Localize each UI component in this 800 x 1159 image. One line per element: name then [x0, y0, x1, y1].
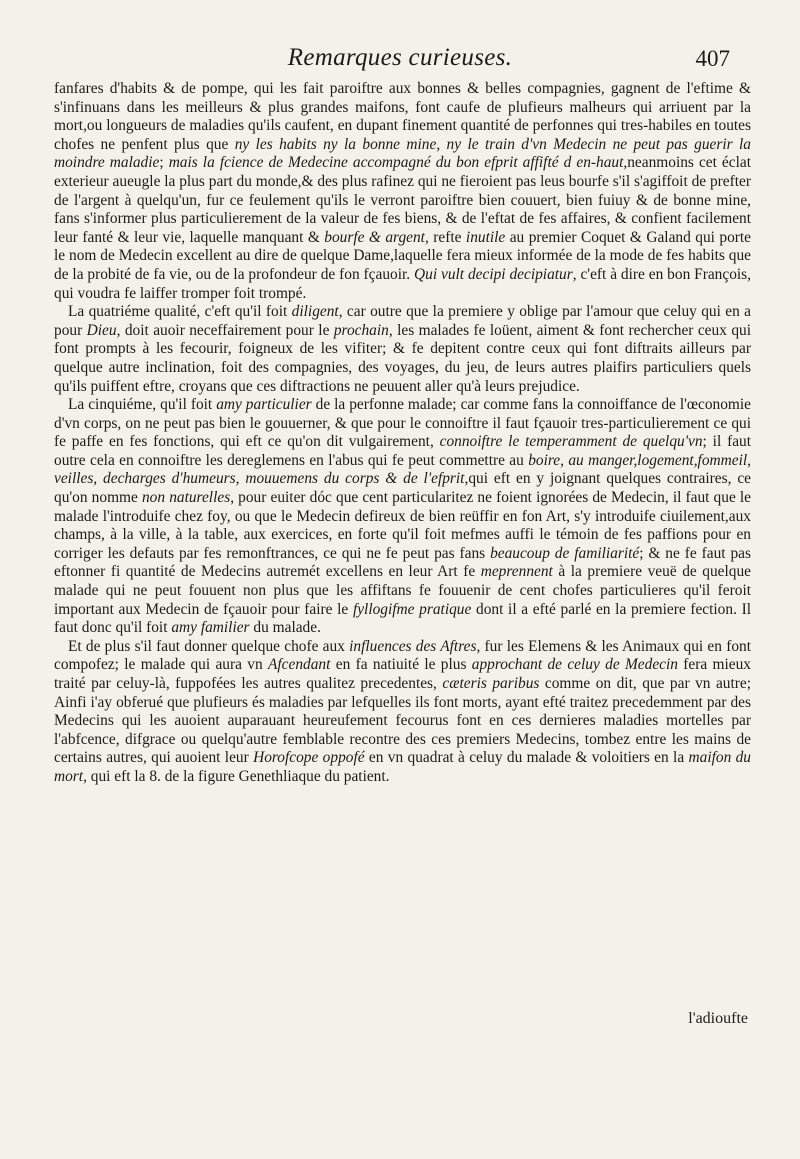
text-run: , fur les Elemens & les Animaux qui en font compofez; le malade qui aura vn: [54, 637, 751, 674]
italic-run: ny les habits ny la bonne mine, ny le train d'vn Medecin ne peut pas guerir la moindre maladie: [54, 135, 751, 172]
italic-run: Horofcope oppofé: [253, 749, 365, 767]
italic-run: beaucoup de familiarité: [490, 544, 640, 562]
text-run: , qui eft la 8. de la figure Genethliaque du patient.: [83, 767, 390, 785]
text-run: , pour euiter dóc que cent particularitez ne foient ignorées de Medecin, il faut que le malade l'introduife chez foy, ou que le Medecin defireux de bien reüffir en fon Art, s'y introduife ciuilement,aux champs, à la ville, à la table, aux exercices, en forte qu'il foit mefmes auffi le témoin de fes paffions pour en corriger les defauts par fes remonftrances, ce qui ne fe peut pas fans: [54, 489, 752, 562]
body-text: [54, 80, 751, 787]
text-run: fera mieux traité par celuy-là, fuppofées les autres qualitez precedentes,: [54, 656, 752, 692]
text-run: en vn quadrat à celuy du malade & voloitiers en la: [364, 749, 689, 767]
text-run: ; il faut outre cela en connoiftre les dereglemens en l'abus qui fe peut commettre au: [54, 433, 752, 469]
text-run: , c'eft à dire en bon François, qui voudra fe laiffer tromper foit trompé.: [54, 265, 752, 302]
text-run: , doit auoir neceffairement pour le: [116, 321, 334, 339]
page-number: 407: [695, 46, 730, 71]
text-run: , refte: [424, 228, 466, 246]
text-run: fanfares d'habits & de pompe, qui les fait paroiftre aux bonnes & belles compagnies, gagnent de l'eftime & s'infinuans dans les meilleurs & plus grandes maifons, font caufe de plufieurs malheurs qui arriuent par la mort,ou longueurs de maladies qu'ils caufent, en dupant finement quantité de perfonnes qui tres-habiles en toutes chofes ne penfent plus que: [54, 80, 751, 153]
paragraph-p4: [54, 638, 751, 787]
italic-run: diligent: [291, 303, 339, 321]
text-run: dont il a efté parlé en la premiere fection. Il faut donc qu'il foit: [54, 600, 751, 637]
italic-run: inutile: [465, 228, 506, 246]
italic-run: amy familier: [171, 619, 250, 637]
text-run: au premier Coquet & Galand qui porte le nom de Medecin excellent au dire de quelque Dame,laquelle fera mieux informée de la mode de fes habits que de la probité de fa vie, ou de la profondeur de fon fçauoir.: [54, 228, 751, 283]
text-run: comme on dit, que par vn autre; Ainfi i'ay obferué que plufieurs és maladies par lefquelles ils font morts, ayant efté traitez precedemment par des Medecins qui les auoient auparauant heureufement fecourus font en ces dernieres maladies mortelles par l'abfcence, difgrace ou quelqu'autre femblable recontre des ces premiers Medecins, tombez entre les mains de certains autres, qui auoient leur: [54, 675, 751, 767]
italic-run: approchant de celuy de Medecin: [471, 656, 678, 674]
text-run: du malade.: [249, 619, 321, 637]
italic-run: bourfe & argent: [324, 228, 425, 246]
running-head: [0, 44, 800, 74]
italic-run: influences des Aftres: [349, 637, 477, 655]
text-run: à la premiere veuë de quelque malade qui ne peut fouuent non plus que les affiftans fe fouuenir de cent chofes particulieres qu'il feroit important aux Medecin de fçauoir pour faire le: [54, 563, 751, 618]
running-head-title: Remarques curieuses.: [287, 44, 513, 71]
italic-run: prochain: [333, 321, 389, 339]
catchword: l'adioufte: [688, 1010, 748, 1027]
italic-run: boire, au manger,logement,fommeil, veilles, decharges d'humeurs, mouuemens du corps & de l'efprit: [54, 451, 751, 488]
paragraph-p2: [54, 303, 751, 396]
text-run: ; & ne fe faut pas eftonner fi quantité de Medecins autremét excellens en leur Art fe: [54, 544, 751, 581]
text-run: La quatriéme qualité, c'eft qu'il foit: [68, 303, 292, 321]
text-run: en fa natiuité le plus: [330, 656, 472, 674]
italic-run: mais la fcience de Medecine accompagné du bon efprit affifté d en-haut: [168, 154, 624, 172]
text-run: ,qui eft en y joignant quelques contraires, ce qu'on nomme: [54, 470, 751, 507]
text-run: , les malades fe loüent, aiment & font rechercher ceux qui font prompts à les fecourir, foigneux de les vifiter; & fe depitent contre ceux qui font diftraits ailleurs par quelque autre inclination, foit des compagnies, des voyages, du jeu, de leurs autres plaifirs particuliers quels qu'ils puiffent eftre, croyans que ces diftractions ne peuuent aller qu'à leurs prejudice.: [54, 321, 751, 395]
text-run: ;: [159, 154, 169, 172]
italic-run: cæteris paribus: [442, 675, 540, 692]
text-run: Et de plus s'il faut donner quelque chofe aux: [68, 637, 350, 655]
italic-run: amy particulier: [216, 396, 312, 414]
text-run: La cinquiéme, qu'il foit: [68, 396, 217, 414]
italic-run: connoiftre le temperamment de quelqu'vn: [439, 433, 703, 451]
text-run: de la perfonne malade; car comme fans la connoiffance de l'œconomie d'vn corps, on ne peut pas bien le gouuerner, & que pour le connoiftre il faut fçauoir tres-particulierement ce qui fe paffe en fes fonctions, qui eft ce qu'on dit vulgairement,: [54, 396, 751, 451]
paragraph-p3: [54, 396, 751, 638]
italic-run: fyllogifme pratique: [352, 600, 472, 618]
italic-run: Dieu: [86, 321, 117, 339]
paragraph-p1: [54, 80, 751, 303]
text-run: ,neanmoins cet éclat exterieur aueugle la plus part du monde,& des plus rafinez qui ne fieroient pas leus bourfe s'il s'agiffoit de prefter de l'argent à quelqu'un, fur ce feulement qu'ils le verront paroiftre bien couuert, bien fuiuy & de bonne mine, fans s'informer plus particulierement de la valeur de fes biens, & de l'eftat de fes affaires, & confient facilement leur fanté & leur vie, laquelle manquant &: [54, 154, 751, 246]
italic-run: meprennent: [480, 563, 553, 581]
text-run: , car outre que la premiere y oblige par l'amour que celuy qui en a pour: [54, 303, 751, 339]
italic-run: Qui vult decipi decipiatur: [414, 265, 573, 283]
italic-run: non naturelles: [141, 489, 231, 507]
italic-run: Afcendant: [268, 656, 331, 674]
italic-run: maifon du mort: [54, 749, 752, 785]
